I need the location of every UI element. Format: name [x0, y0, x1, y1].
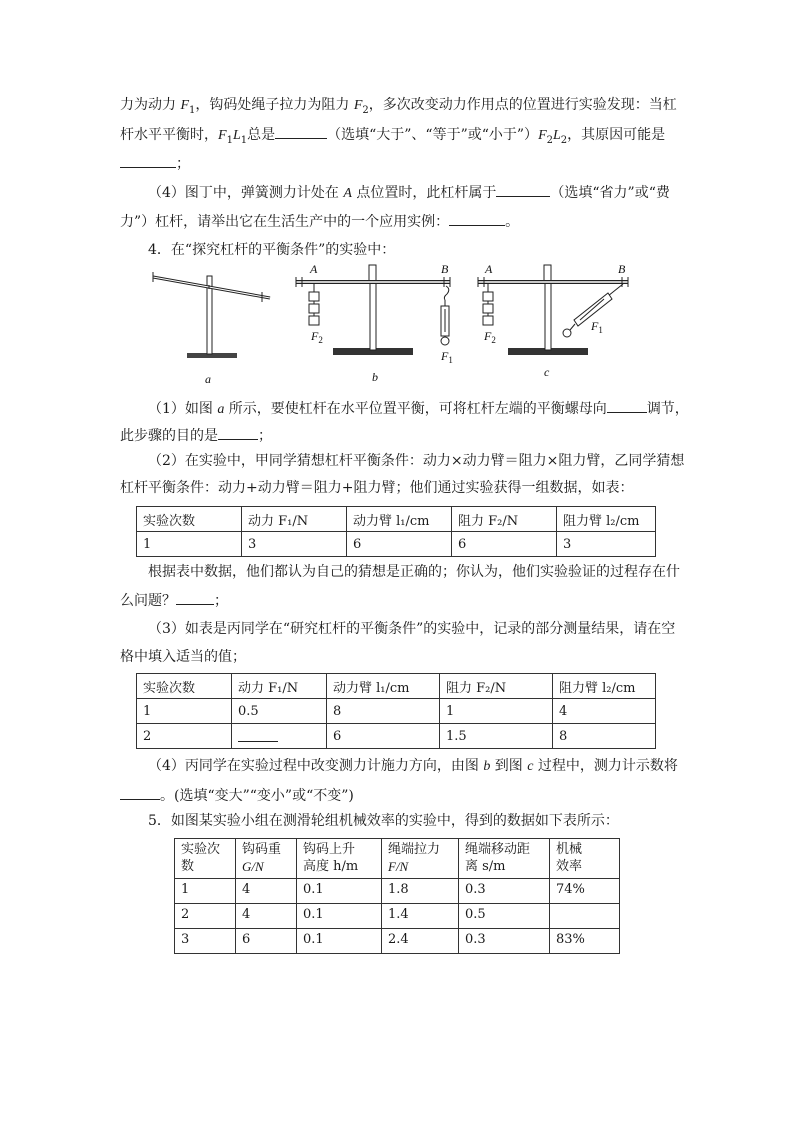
- q4-part4-line-2: 。(选填“变大”“变小”或“不变”): [120, 785, 354, 806]
- figure-b-f1-label: $F_1$: [441, 349, 453, 365]
- q3-part4-line-1: （4）图丁中，弹簧测力计处在 A 点位置时，此杠杆属于 （选填“省力”或“费: [148, 182, 670, 204]
- table-row: 1 3 6 6 3: [137, 532, 656, 557]
- answer-blank[interactable]: [176, 590, 214, 605]
- table-2-header: 实验次数 动力 F₁/N 动力臂 l₁/cm 阻力 F₂/N 阻力臂 l₂/cm: [137, 674, 656, 699]
- q4-part2-line-4: 么问题？ ；: [120, 590, 228, 611]
- answer-blank[interactable]: [607, 398, 647, 413]
- q3-part4-line-2: 力”）杠杆，请举出它在生活生产中的一个应用实例： 。: [120, 211, 519, 232]
- figure-c-point-b: B: [618, 262, 626, 276]
- table-row: 2 4 0.1 1.4 0.5: [175, 904, 620, 929]
- q4-part2-line-3: 根据表中数据，他们都认为自己的猜想是正确的；你认为，他们实验验证的过程存在什: [148, 564, 680, 580]
- figure-b-f2-label: $F_2$: [311, 329, 323, 345]
- figure-c-point-a: A: [485, 262, 493, 276]
- figure-c-caption: c: [544, 365, 550, 379]
- figure-a-tilted-lever: [153, 272, 270, 358]
- q4-part2-line-1: （2）在实验中，甲同学猜想杠杆平衡条件：动力×动力臂＝阻力×阻力臂，乙同学猜想: [148, 453, 685, 469]
- lever-figures: [0, 0, 794, 400]
- table-1: [136, 506, 656, 557]
- figure-b-point-b: B: [441, 262, 449, 276]
- figure-c-f2-label: $F_2$: [484, 329, 496, 345]
- table-row: 3 6 0.1 2.4 0.3 83%: [175, 929, 620, 954]
- table-1-header: 实验次数 动力 F₁/N 动力臂 l₁/cm 阻力 F₂/N 阻力臂 l₂/cm: [137, 507, 656, 532]
- table-3: [174, 838, 620, 954]
- figure-c-f1-label: $F_1$: [591, 319, 603, 335]
- answer-blank-cell[interactable]: [550, 904, 620, 929]
- q4-part2-line-2: 杠杆平衡条件：动力+动力臂＝阻力+阻力臂；他们通过实验获得一组数据，如表：: [120, 480, 634, 496]
- q5-title: 5．如图某实验小组在测滑轮组机械效率的实验中，得到的数据如下表所示：: [148, 813, 619, 829]
- q4-part1-line-1: （1）如图 a 所示，要使杠杆在水平位置平衡，可将杠杆左端的平衡螺母向 调节，: [148, 398, 689, 420]
- q3-line-3: ；: [120, 153, 190, 174]
- answer-blank-cell[interactable]: [232, 724, 327, 749]
- q4-part1-line-2: 此步骤的目的是 ；: [120, 425, 272, 446]
- figure-c-angled-force-lever: [478, 265, 628, 355]
- table-row: 1 0.5 8 1 4: [137, 699, 656, 724]
- table-row: 1 4 0.1 1.8 0.3 74%: [175, 879, 620, 904]
- q4-part4-line-1: （4）丙同学在实验过程中改变测力计施力方向，由图 b 到图 c 过程中，测力计示数将: [148, 758, 678, 774]
- table-3-header: 实验次 数 钩码重 G/N 钩码上升 高度 h/m 绳端拉力 F/N 绳端移动距 离 s/m 机械 效率: [175, 839, 620, 879]
- figure-b-point-a: A: [310, 262, 318, 276]
- q3-line-1: 力为动力 $F_1$，钩码处绳子拉力为阻力 $F_2$，多次改变动力作用点的位置进行实验发现：当杠: [120, 97, 677, 116]
- q4-part3-line-1: （3）如表是丙同学在“研究杠杆的平衡条件”的实验中，记录的部分测量结果，请在空: [148, 621, 676, 637]
- table-row: 2 6 1.5 8: [137, 724, 656, 749]
- q3-line-2: 杆水平平衡时，$F_1L_1$总是 （选填“大于”、“等于”或“小于$”)F_2L_2$，其原因可能是: [120, 124, 665, 151]
- answer-blank[interactable]: [218, 425, 258, 440]
- q4-part3-line-2: 格中填入适当的值；: [120, 649, 246, 665]
- figure-b-caption: b: [372, 370, 378, 384]
- figure-a-caption: a: [205, 372, 211, 386]
- table-2: [136, 673, 656, 749]
- answer-blank[interactable]: [120, 785, 160, 800]
- q4-title: 4．在“探究杠杆的平衡条件”的实验中：: [148, 242, 396, 258]
